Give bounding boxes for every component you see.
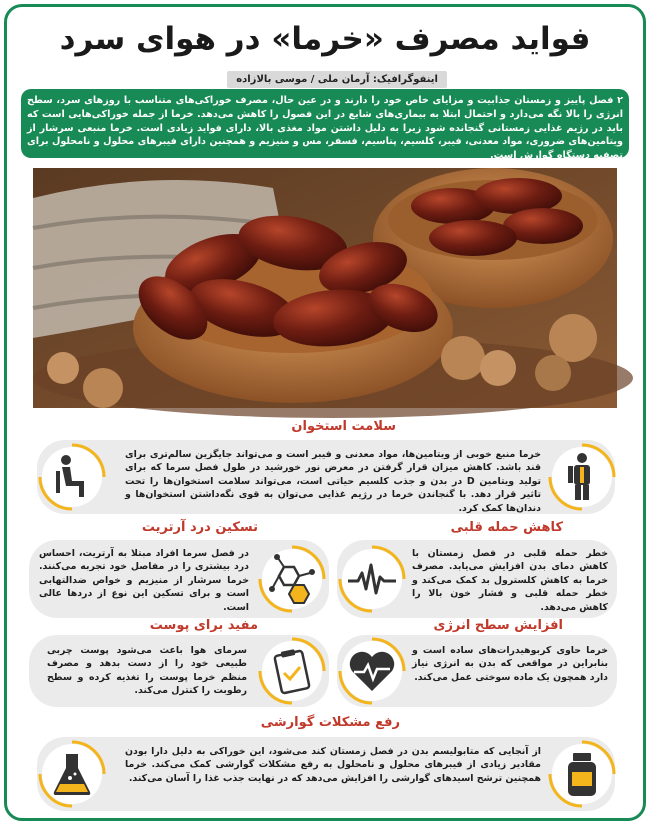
section-title-arthritis: تسکین درد آرتریت	[141, 520, 258, 535]
skin-text: سرمای هوا باعث می‌شود پوست چربی طبیعی خود را از دست بدهد و مصرف منظم خرما پوست را تغذیه کرده و سطح رطوبت را کنترل می‌کند.	[47, 645, 247, 697]
section-title-skin: مفید برای پوست	[149, 618, 258, 633]
arthritis-text: در فصل سرما افراد مبتلا به آرتریت، احساس درد بیشتری را در مفاصل خود تجربه می‌کنند. خرما سرشار از منیزیم و خواص ضدالتهابی است و برای تسکین این نوع از دردها عالی است.	[39, 548, 249, 613]
person-spine-icon	[556, 451, 608, 503]
energy-text: خرما حاوی کربوهیدرات‌های ساده است و بنابراین در مواقعی که بدن به انرژی نیاز دارد همچون یک ماده سوختی عمل می‌کند.	[412, 645, 608, 683]
section-title-energy: افزایش سطح انرژی	[433, 618, 563, 633]
flask-icon	[46, 748, 98, 800]
digestion-left-icon-holder	[37, 739, 107, 809]
infographic-frame	[4, 4, 646, 821]
skin-icon-holder	[257, 636, 327, 706]
bone-left-icon-holder	[37, 442, 107, 512]
dates-photo	[33, 168, 617, 408]
heartbeat-line-icon	[346, 553, 398, 605]
supplement-jar-icon	[556, 748, 608, 800]
energy-icon-holder	[337, 636, 407, 706]
page-title: فواید مصرف «خرما» در هوای سرد	[59, 21, 591, 57]
sitting-person-icon	[46, 451, 98, 503]
clipboard-check-icon	[266, 645, 318, 697]
section-title-bone-health: سلامت استخوان	[291, 419, 396, 434]
bone-health-text: خرما منبع خوبی از ویتامین‌ها، مواد معدنی و فیبر است و می‌تواند جایگزین سالم‌تری برای قند باشد. کاهش میزان قرار گرفتن در معرض نور خورشید در طول فصل سرما که برای تولید ویتامین D در بدن و جذب کلسیم حیاتی است، می‌تواند سلامت استخوان‌ها را تحت تاثیر قرار دهد. با گنجاندن خرما در رژیم غذایی می‌توان به قوی نگه‌داشتن استخوان‌ها و دندان‌ها کمک کرد.	[125, 449, 541, 514]
heart-attack-text: خطر حمله قلبی در فصل زمستان با کاهش دمای بدن افزایش می‌یابد. مصرف خرما به کاهش کلسترول بد کمک می‌کند و خطر حمله قلبی و فشار خون بالا را کاهش می‌دهد.	[412, 548, 608, 613]
section-title-digestion: رفع مشکلات گوارشی	[260, 715, 400, 730]
arthritis-icon-holder	[257, 544, 327, 614]
molecule-icon	[266, 553, 318, 605]
heart-attack-icon-holder	[337, 544, 407, 614]
heart-pulse-icon	[346, 645, 398, 697]
bone-right-icon-holder	[547, 442, 617, 512]
section-title-heart-attack: کاهش حمله قلبی	[450, 520, 563, 535]
digestion-text: از آنجایی که متابولیسم بدن در فصل زمستان کند می‌شود، این خوراکی به دلیل دارا بودن مقادیر زیادی از فیبرهای محلول و نامحلول به رفع مشکلات گوارشی کمک می‌کند. خرما همچنین ترشح اسیدهای گوارشی را افزایش می‌دهد که در نهایت جذب غذا را آسان می‌کند.	[125, 746, 541, 784]
digestion-right-icon-holder	[547, 739, 617, 809]
byline-badge: اینفوگرافیک: آرمان ملی / موسی بالازاده	[227, 71, 447, 88]
intro-box: ۲ فصل پاییز و زمستان جذابیت و مزایای خاص خود را دارند و در عین حال، مصرف خوراکی‌های متناسب با روزهای سرد، سطح انرژی را بالا نگه می‌دارد و احتمال ابتلا به بیماری‌های شایع در این فصول را کاهش می‌دهد. خرما از جمله خوراکی‌هایی است که باید در رژیم غذایی زمستانی گنجانده شود زیرا به دلیل داشتن مواد مغذی بالا، دارای فواید زیادی است. خرما منبعی سرشار از ویتامین‌های ضروری، مواد معدنی، فیبر، کلسیم، پتاسیم، فسفر، مس و منیزیم و همچنین دارای فیبرهای محلول و نامحلول برای تصفیه دستگاه گوارش است.	[21, 89, 629, 158]
